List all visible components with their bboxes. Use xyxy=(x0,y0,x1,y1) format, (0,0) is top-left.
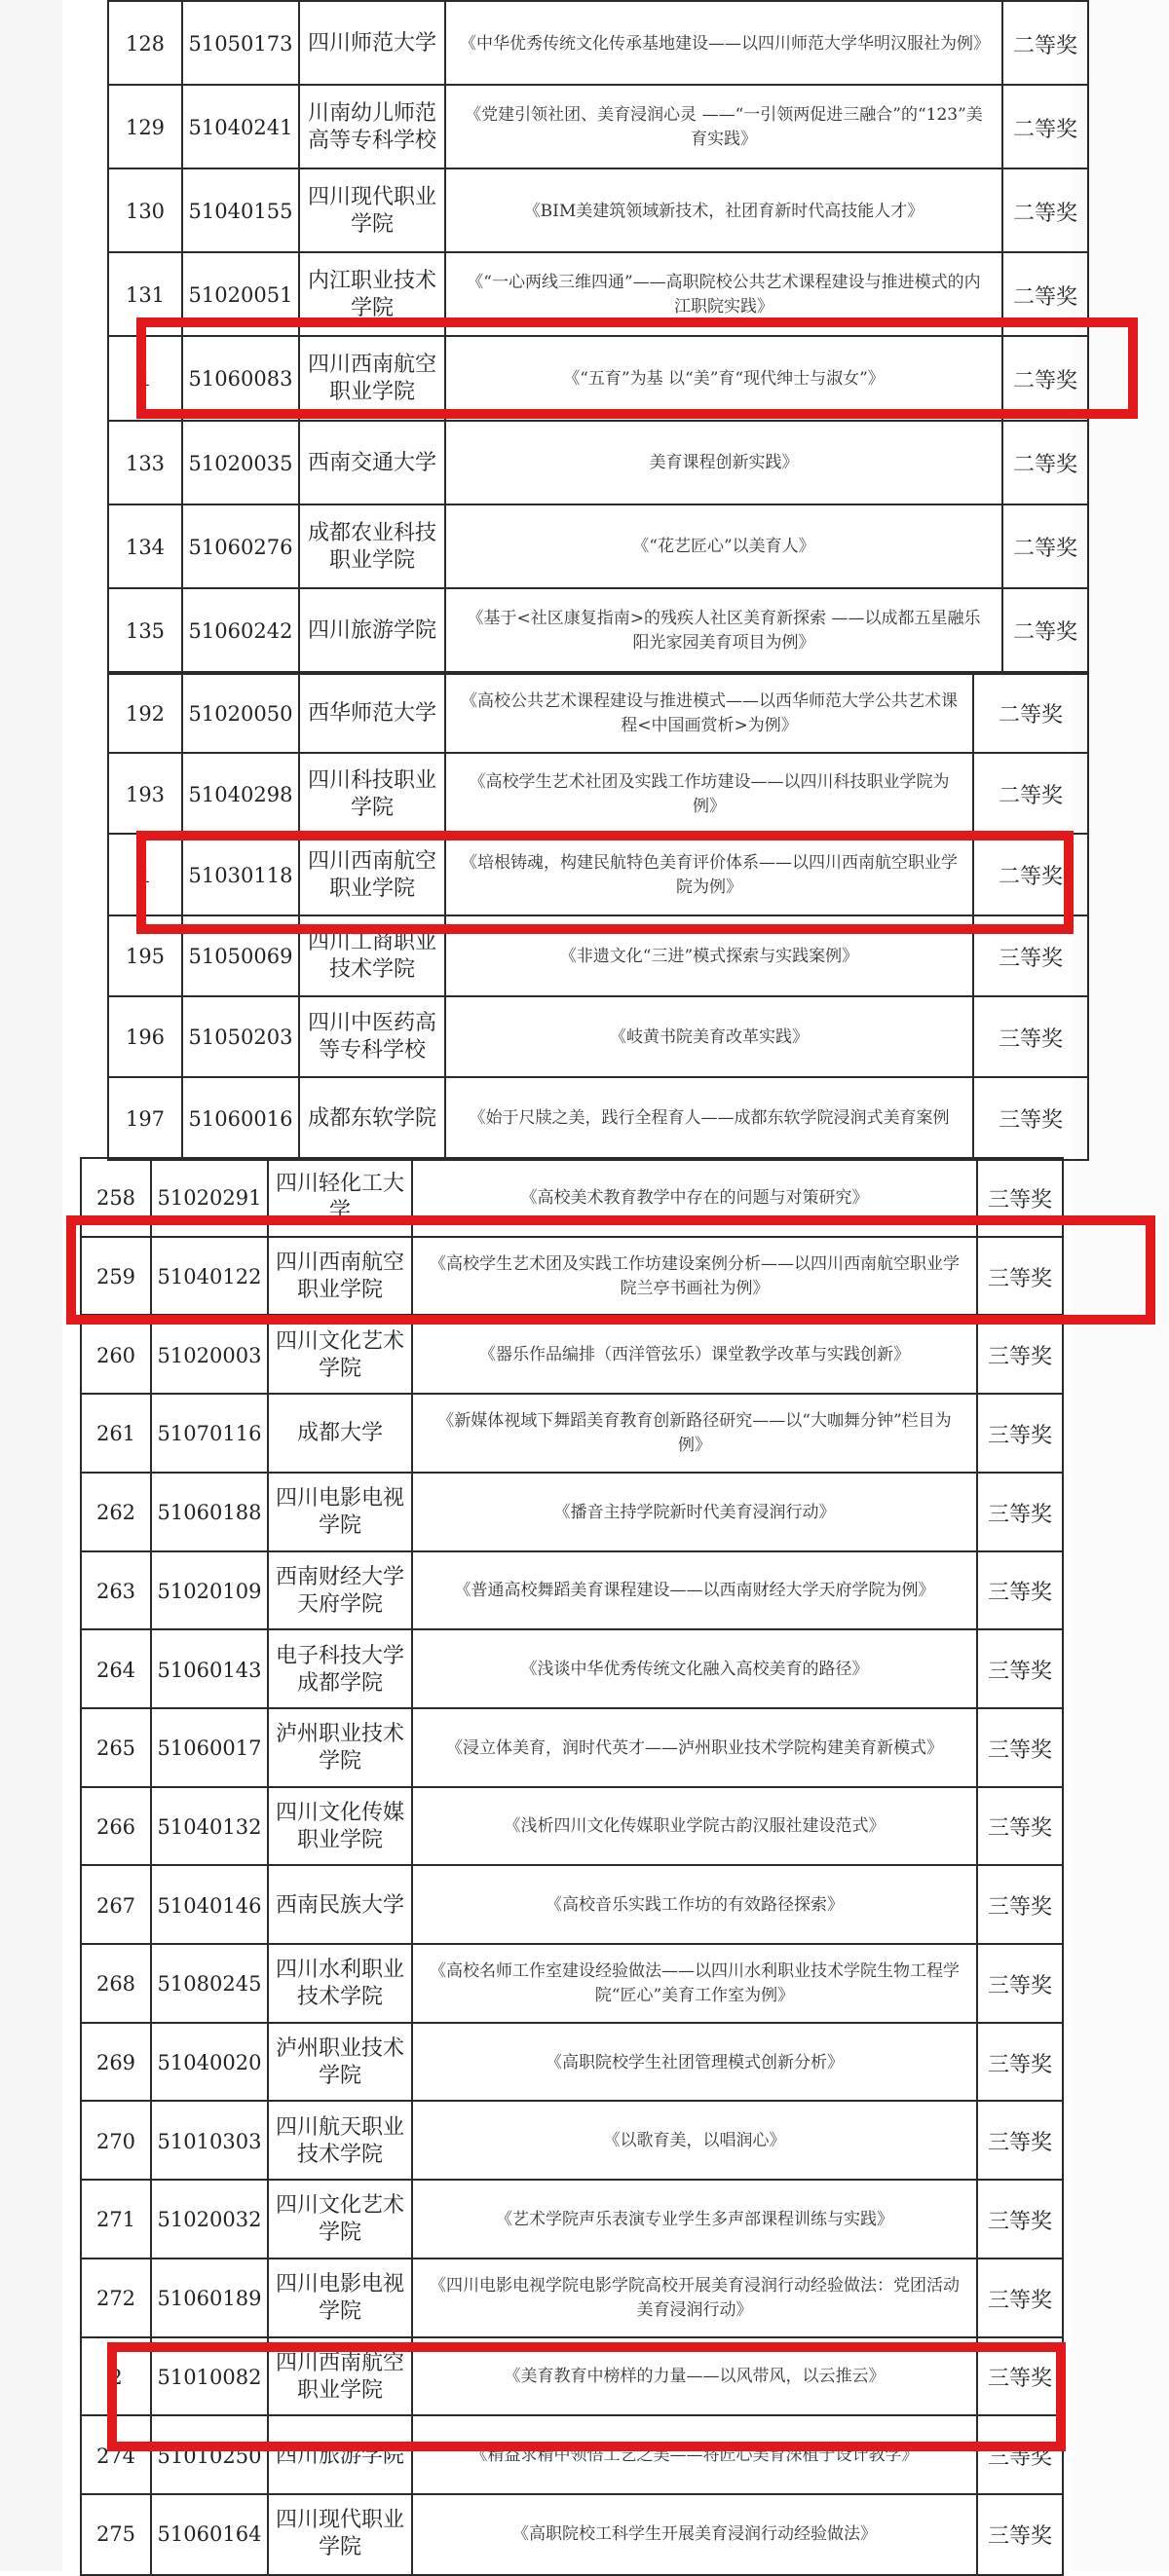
school-name: 四川电影电视学院 xyxy=(267,1474,411,1552)
school-name: 四川文化艺术学院 xyxy=(267,1316,411,1395)
entry-code: 51040122 xyxy=(150,1238,267,1317)
row-number: 1 xyxy=(107,835,181,915)
school-name: 成都东软学院 xyxy=(298,1078,444,1159)
case-title: 《BIM美建筑领域新技术，社团育新时代高技能人才》 xyxy=(444,169,1001,253)
award-level: 二等奖 xyxy=(972,835,1089,915)
school-name: 四川文化艺术学院 xyxy=(267,2181,411,2259)
entry-code: 51020050 xyxy=(181,673,298,754)
school-name: 四川文化传媒职业学院 xyxy=(267,1788,411,1867)
award-level: 三等奖 xyxy=(976,2024,1064,2103)
school-name: 四川航天职业技术学院 xyxy=(267,2102,411,2181)
case-title: 《党建引领社团、美育浸润心灵 ——“一引领两促进三融合”的“123”美育实践》 xyxy=(444,86,1001,169)
school-name: 四川西南航空职业学院 xyxy=(298,337,444,421)
entry-code: 51060189 xyxy=(150,2259,267,2338)
school-name: 四川西南航空职业学院 xyxy=(298,835,444,915)
row-number: 131 xyxy=(107,253,181,337)
case-title: 《“花艺匠心”以美育人》 xyxy=(444,505,1001,589)
row-number: 272 xyxy=(80,2259,150,2338)
entry-code: 51020109 xyxy=(150,1552,267,1631)
entry-code: 51040132 xyxy=(150,1788,267,1867)
case-title: 《高职院校工科学生开展美育浸润行动经验做法》 xyxy=(411,2495,976,2574)
row-number: 267 xyxy=(80,1866,150,1945)
entry-code: 51060017 xyxy=(150,1709,267,1788)
case-title: 《“一心两线三维四通”——高职院校公共艺术课程建设与推进模式的内江职院实践》 xyxy=(444,253,1001,337)
table-row xyxy=(80,2022,1064,2103)
entry-code: 51050069 xyxy=(181,916,298,997)
award-level: 二等奖 xyxy=(972,754,1089,835)
row-number: 195 xyxy=(107,916,181,997)
entry-code: 51010250 xyxy=(150,2416,267,2495)
entry-code: 51020035 xyxy=(181,422,298,505)
award-level: 三等奖 xyxy=(976,2416,1064,2495)
row-number: 192 xyxy=(107,673,181,754)
award-level: 三等奖 xyxy=(976,1866,1064,1945)
entry-code: 51020291 xyxy=(150,1159,267,1238)
school-name: 四川师范大学 xyxy=(298,2,444,86)
highlight-box xyxy=(136,317,1138,419)
entry-code: 51040146 xyxy=(150,1866,267,1945)
table-row xyxy=(107,995,1089,1078)
entry-code: 51040298 xyxy=(181,754,298,835)
school-name: 成都农业科技职业学院 xyxy=(298,505,444,589)
school-name: 川南幼儿师范高等专科学校 xyxy=(298,86,444,169)
school-name: 四川科技职业学院 xyxy=(298,754,444,835)
row-number: 261 xyxy=(80,1395,150,1474)
case-title: 《四川电影电视学院电影学院高校开展美育浸润行动经验做法：党团活动美育浸润行动》 xyxy=(411,2259,976,2338)
award-level: 三等奖 xyxy=(976,1474,1064,1552)
case-title: 《器乐作品编排（西洋管弦乐）课堂教学改革与实践创新》 xyxy=(411,1316,976,1395)
award-level: 三等奖 xyxy=(976,1709,1064,1788)
case-title: 《高校学生艺术团及实践工作坊建设案例分析——以四川西南航空职业学院兰亭书画社为例》 xyxy=(411,1238,976,1317)
award-level: 三等奖 xyxy=(976,2338,1064,2417)
row-number: 275 xyxy=(80,2495,150,2574)
case-title: 《美育教育中榜样的力量——以风带风，以云推云》 xyxy=(411,2338,976,2417)
table-row xyxy=(107,671,1089,754)
case-title: 《浅析四川文化传媒职业学院古韵汉服社建设范式》 xyxy=(411,1788,976,1867)
row-number: 262 xyxy=(80,1474,150,1552)
case-title: 《播音主持学院新时代美育浸润行动》 xyxy=(411,1474,976,1552)
case-title: 《始于尺牍之美，践行全程育人——成都东软学院浸润式美育案例 xyxy=(444,1078,972,1159)
entry-code: 51060276 xyxy=(181,505,298,589)
case-title: 《新媒体视域下舞蹈美育教育创新路径研究——以“大咖舞分钟”栏目为例》 xyxy=(411,1395,976,1474)
case-title: 《高校公共艺术课程建设与推进模式——以西华师范大学公共艺术课程<中国画赏析>为例》 xyxy=(444,673,972,754)
school-name: 四川西南航空职业学院 xyxy=(267,1238,411,1317)
table-row xyxy=(80,2493,1064,2576)
school-name: 西华师范大学 xyxy=(298,673,444,754)
school-name: 四川旅游学院 xyxy=(298,589,444,673)
entry-code: 51040155 xyxy=(181,169,298,253)
award-level: 二等奖 xyxy=(1001,505,1089,589)
school-name: 四川现代职业学院 xyxy=(298,169,444,253)
award-level: 二等奖 xyxy=(1001,337,1089,421)
row-number: 268 xyxy=(80,1945,150,2024)
school-name: 四川旅游学院 xyxy=(267,2416,411,2495)
school-name: 泸州职业技术学院 xyxy=(267,2024,411,2103)
table-row xyxy=(80,1550,1064,1631)
row-number: 135 xyxy=(107,589,181,673)
table-row xyxy=(80,2179,1064,2259)
case-title: 《精益求精中领悟工艺之美——将匠心美育深植于设计教学》 xyxy=(411,2416,976,2495)
left-margin xyxy=(0,0,62,2571)
case-title: 《高校名师工作室建设经验做法——以四川水利职业技术学院生物工程学院“匠心”美育工作室为例》 xyxy=(411,1945,976,2024)
entry-code: 51060016 xyxy=(181,1078,298,1159)
award-level: 二等奖 xyxy=(1001,253,1089,337)
entry-code: 51060164 xyxy=(150,2495,267,2574)
award-level: 二等奖 xyxy=(1001,2,1089,86)
row-number: 265 xyxy=(80,1709,150,1788)
entry-code: 51040241 xyxy=(181,86,298,169)
table-row xyxy=(80,1314,1064,1395)
table-row xyxy=(107,1076,1089,1161)
table-row xyxy=(80,1707,1064,1788)
row-number: 270 xyxy=(80,2102,150,2181)
case-title: 《岐黄书院美育改革实践》 xyxy=(444,997,972,1078)
school-name: 四川中医药高等专科学校 xyxy=(298,997,444,1078)
table-row xyxy=(107,168,1089,253)
case-title: 《普通高校舞蹈美育课程建设——以西南财经大学天府学院为例》 xyxy=(411,1552,976,1631)
table-row xyxy=(107,84,1089,169)
award-level: 三等奖 xyxy=(976,1788,1064,1867)
school-name: 四川西南航空职业学院 xyxy=(267,2338,411,2417)
table-row xyxy=(80,1943,1064,2024)
row-number: 266 xyxy=(80,1788,150,1867)
row-number: 197 xyxy=(107,1078,181,1159)
row-number: 2 xyxy=(80,2338,150,2417)
award-level: 三等奖 xyxy=(976,1238,1064,1317)
row-number: 1 xyxy=(107,337,181,421)
school-name: 四川现代职业学院 xyxy=(267,2495,411,2574)
row-number: 269 xyxy=(80,2024,150,2103)
award-level: 三等奖 xyxy=(976,2181,1064,2259)
entry-code: 51010303 xyxy=(150,2102,267,2181)
row-number: 129 xyxy=(107,86,181,169)
entry-code: 51060083 xyxy=(181,337,298,421)
case-title: 《培根铸魂，构建民航特色美育评价体系——以四川西南航空职业学院为例》 xyxy=(444,835,972,915)
row-number: 128 xyxy=(107,2,181,86)
entry-code: 51050203 xyxy=(181,997,298,1078)
award-level: 三等奖 xyxy=(976,1630,1064,1709)
case-title: 《高校学生艺术社团及实践工作坊建设——以四川科技职业学院为例》 xyxy=(444,754,972,835)
award-level: 二等奖 xyxy=(1001,589,1089,673)
award-level: 三等奖 xyxy=(976,1159,1064,1238)
table-row xyxy=(80,1864,1064,1945)
entry-code: 51010082 xyxy=(150,2338,267,2417)
row-number: 264 xyxy=(80,1630,150,1709)
school-name: 西南民族大学 xyxy=(267,1866,411,1945)
table-row xyxy=(80,1628,1064,1709)
case-title: 《以歌育美，以唱润心》 xyxy=(411,2102,976,2181)
school-name: 西南交通大学 xyxy=(298,422,444,505)
case-title: 《高校美术教育教学中存在的问题与对策研究》 xyxy=(411,1159,976,1238)
row-number: 263 xyxy=(80,1552,150,1631)
award-level: 三等奖 xyxy=(976,1552,1064,1631)
entry-code: 51040020 xyxy=(150,2024,267,2103)
table-row xyxy=(107,504,1089,589)
table-row xyxy=(80,1472,1064,1552)
school-name: 四川水利职业技术学院 xyxy=(267,1945,411,2024)
award-level: 二等奖 xyxy=(1001,422,1089,505)
case-title: 《非遗文化“三进”模式探索与实践案例》 xyxy=(444,916,972,997)
award-level: 三等奖 xyxy=(976,1945,1064,2024)
case-title: 《浸立体美育，润时代英才——泸州职业技术学院构建美育新模式》 xyxy=(411,1709,976,1788)
entry-code: 51050173 xyxy=(181,2,298,86)
row-number: 260 xyxy=(80,1316,150,1395)
table-row xyxy=(80,2100,1064,2181)
table-row xyxy=(107,0,1089,86)
case-title: 美育课程创新实践》 xyxy=(444,422,1001,505)
table-row xyxy=(107,752,1089,835)
case-title: 《浅谈中华优秀传统文化融入高校美育的路径》 xyxy=(411,1630,976,1709)
highlight-box xyxy=(66,1215,1155,1325)
highlight-box xyxy=(136,831,1074,934)
case-title: 《艺术学院声乐表演专业学生多声部课程训练与实践》 xyxy=(411,2181,976,2259)
table-row xyxy=(80,2258,1064,2338)
school-name: 四川轻化工大学 xyxy=(267,1159,411,1238)
entry-code: 51020032 xyxy=(150,2181,267,2259)
case-title: 《基于<社区康复指南>的残疾人社区美育新探索 ——以成都五星融乐阳光家园美育项目为例》 xyxy=(444,589,1001,673)
row-number: 271 xyxy=(80,2181,150,2259)
row-number: 134 xyxy=(107,505,181,589)
school-name: 四川工商职业技术学院 xyxy=(298,916,444,997)
table-row xyxy=(107,420,1089,505)
row-number: 274 xyxy=(80,2416,150,2495)
case-title: 《高职院校学生社团管理模式创新分析》 xyxy=(411,2024,976,2103)
award-level: 三等奖 xyxy=(976,1395,1064,1474)
row-number: 133 xyxy=(107,422,181,505)
award-level: 三等奖 xyxy=(976,2102,1064,2181)
award-level: 三等奖 xyxy=(972,1078,1089,1159)
entry-code: 51060143 xyxy=(150,1630,267,1709)
row-number: 193 xyxy=(107,754,181,835)
row-number: 258 xyxy=(80,1159,150,1238)
entry-code: 51030118 xyxy=(181,835,298,915)
entry-code: 51060242 xyxy=(181,589,298,673)
school-name: 电子科技大学成都学院 xyxy=(267,1630,411,1709)
entry-code: 51070116 xyxy=(150,1395,267,1474)
table-row xyxy=(107,587,1089,675)
highlight-box xyxy=(107,2342,1066,2451)
case-title: 《中华优秀传统文化传承基地建设——以四川师范大学华明汉服社为例》 xyxy=(444,2,1001,86)
row-number: 196 xyxy=(107,997,181,1078)
entry-code: 51060188 xyxy=(150,1474,267,1552)
award-level: 三等奖 xyxy=(972,916,1089,997)
school-name: 四川电影电视学院 xyxy=(267,2259,411,2338)
school-name: 泸州职业技术学院 xyxy=(267,1709,411,1788)
table-row xyxy=(80,1393,1064,1474)
school-name: 成都大学 xyxy=(267,1395,411,1474)
row-number: 130 xyxy=(107,169,181,253)
case-title: 《“五育”为基 以“美”育“现代绅士与淑女”》 xyxy=(444,337,1001,421)
school-name: 内江职业技术学院 xyxy=(298,253,444,337)
award-level: 二等奖 xyxy=(1001,86,1089,169)
entry-code: 51020051 xyxy=(181,253,298,337)
entry-code: 51080245 xyxy=(150,1945,267,2024)
case-title: 《高校音乐实践工作坊的有效路径探索》 xyxy=(411,1866,976,1945)
entry-code: 51020003 xyxy=(150,1316,267,1395)
award-level: 三等奖 xyxy=(976,1316,1064,1395)
row-number: 259 xyxy=(80,1238,150,1317)
award-level: 三等奖 xyxy=(976,2495,1064,2574)
table-row xyxy=(80,1786,1064,1867)
award-level: 二等奖 xyxy=(972,673,1089,754)
award-level: 三等奖 xyxy=(972,997,1089,1078)
award-level: 三等奖 xyxy=(976,2259,1064,2338)
award-level: 二等奖 xyxy=(1001,169,1089,253)
school-name: 西南财经大学天府学院 xyxy=(267,1552,411,1631)
